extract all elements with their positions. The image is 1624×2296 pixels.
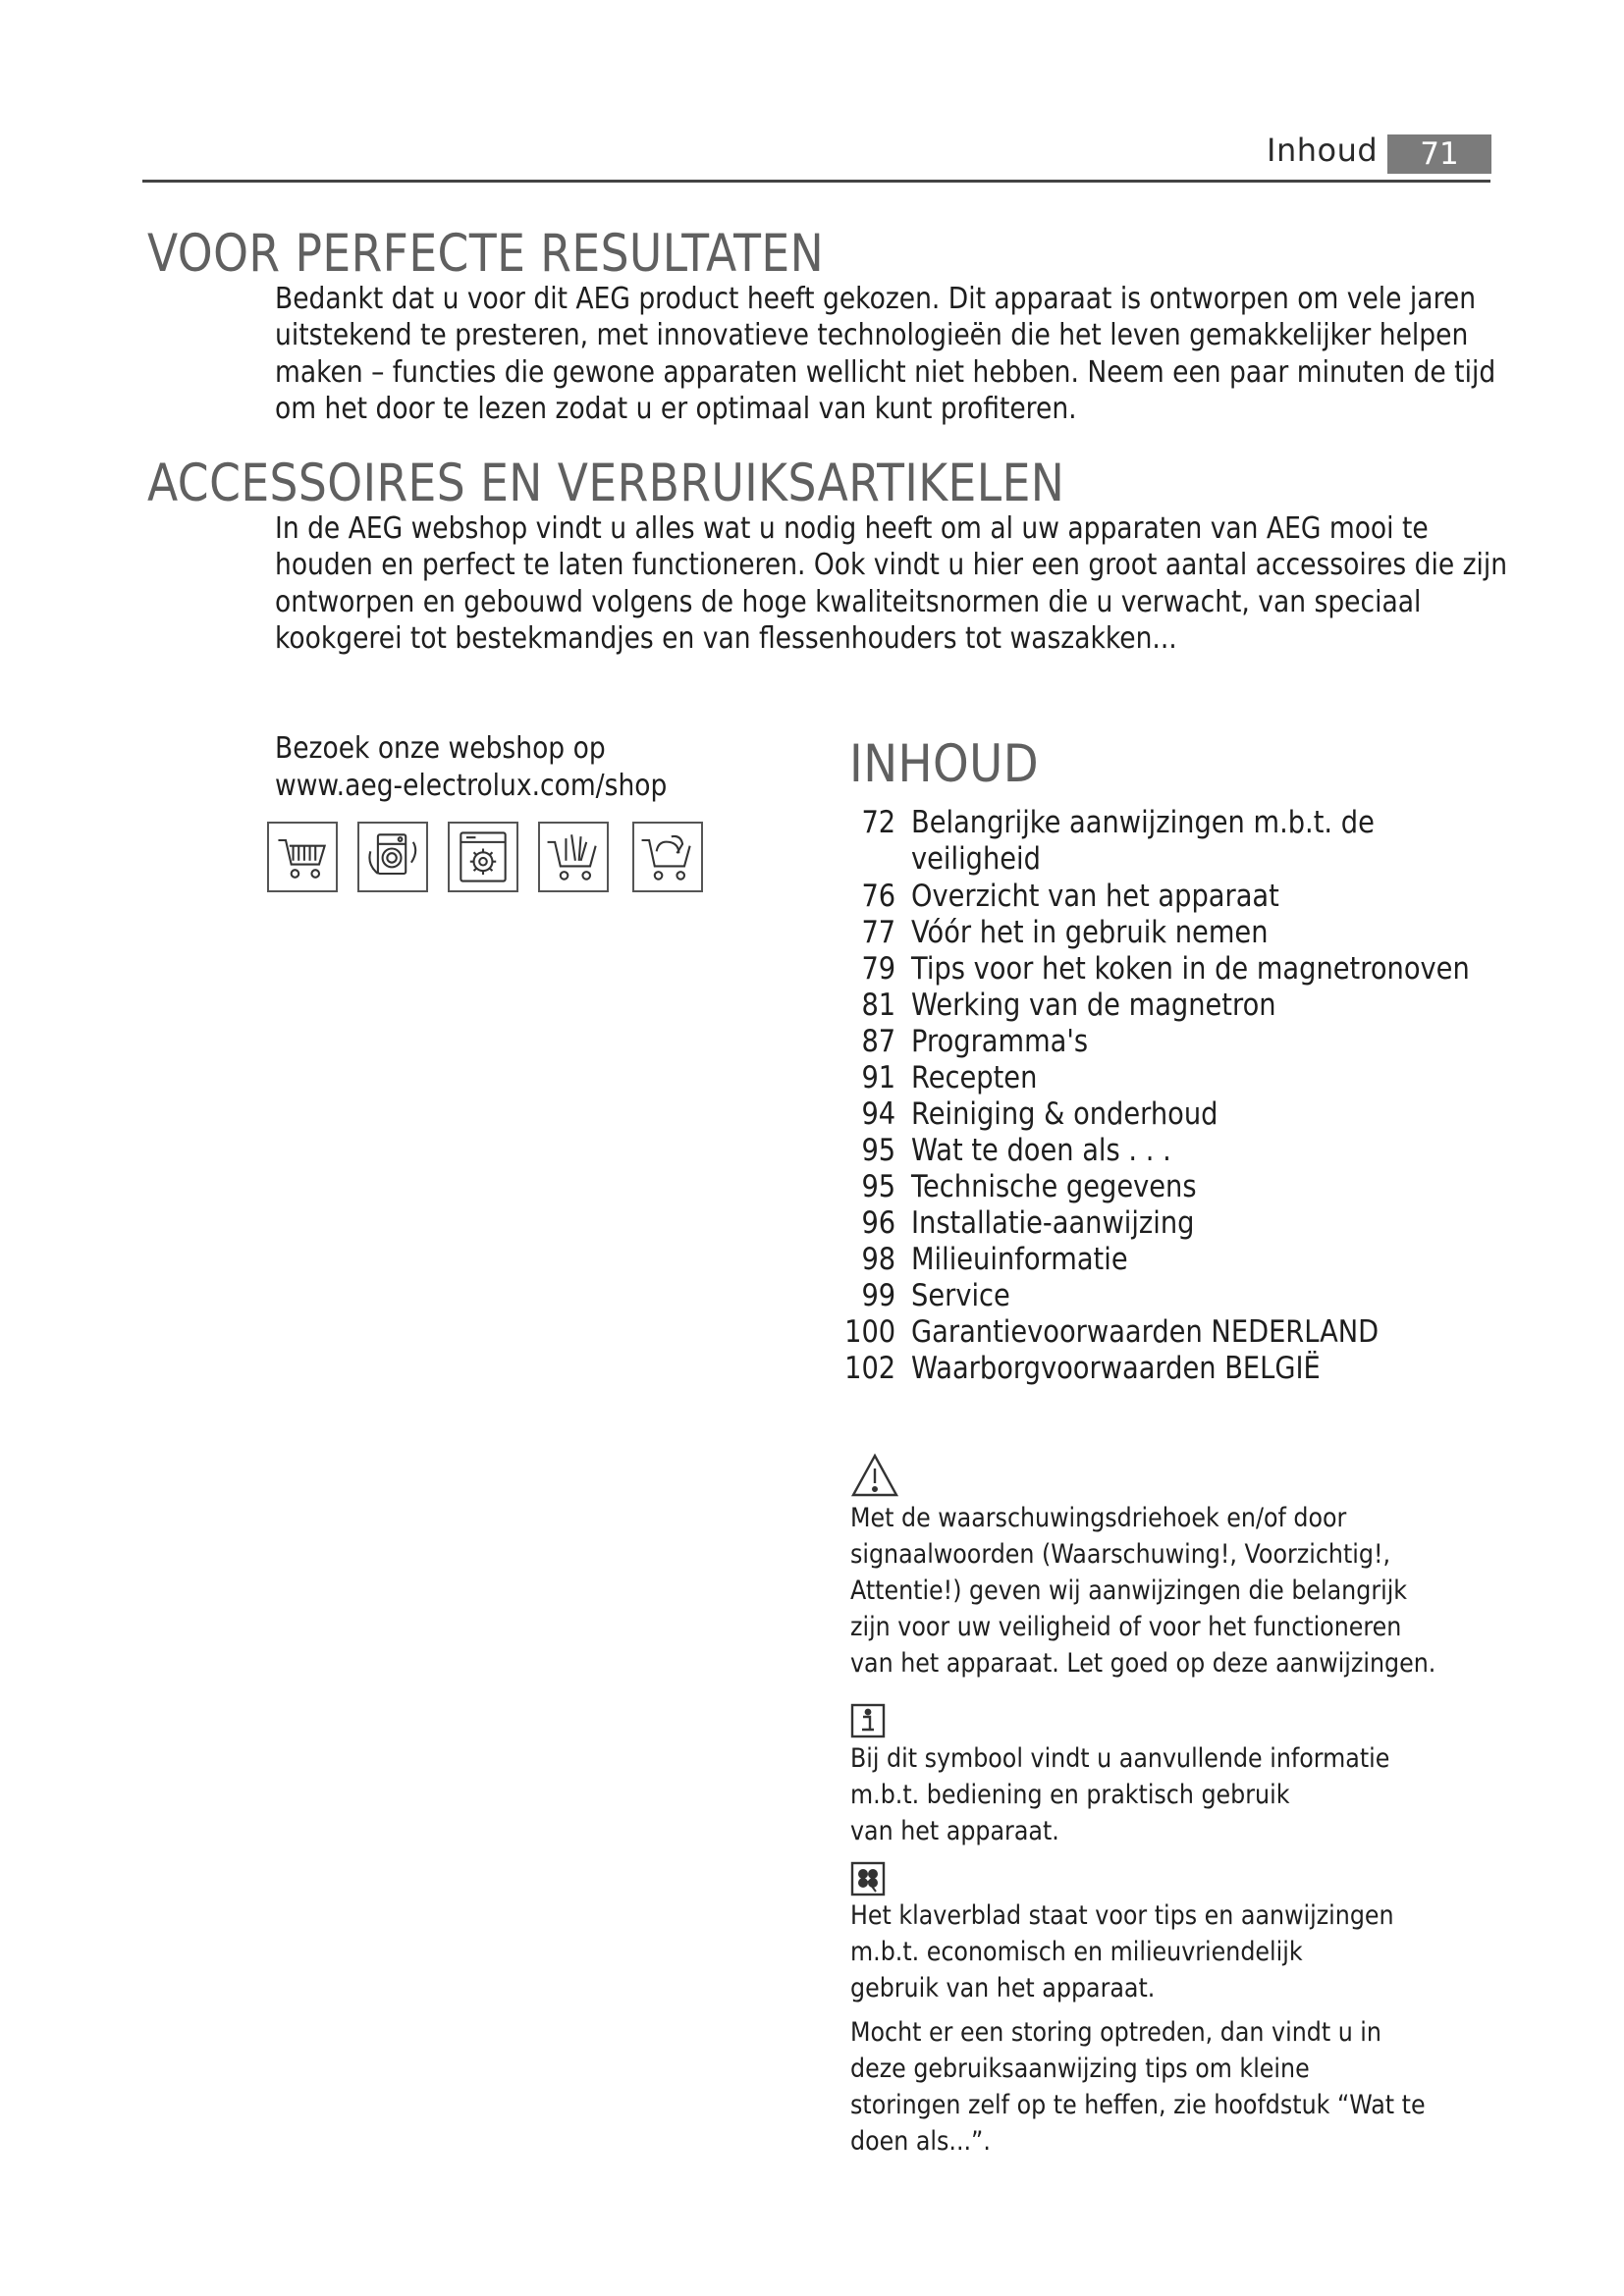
note-line: van het apparaat. Let goed op deze aanwijzingen. xyxy=(850,1648,1436,1679)
toc-page-number: 91 xyxy=(861,1060,896,1095)
note-line: Bij dit symbool vindt u aanvullende informatie xyxy=(850,1743,1390,1774)
note-line: deze gebruiksaanwijzing tips om kleine xyxy=(850,2054,1310,2084)
note-line: van het apparaat. xyxy=(850,1816,1059,1846)
toc-item-title: Overzicht van het apparaat xyxy=(911,879,1279,914)
toc-item-title: Belangrijke aanwijzingen m.b.t. de xyxy=(911,805,1375,840)
toc-item-continuation[interactable] xyxy=(825,841,1430,879)
note-line: m.b.t. economisch en milieuvriendelijk xyxy=(850,1937,1303,1967)
toc-item-title: Technische gegevens xyxy=(911,1169,1197,1204)
toc-item-title: Werking van de magnetron xyxy=(911,988,1276,1023)
toc-item-title: Wat te doen als . . . xyxy=(911,1133,1171,1168)
note-line: m.b.t. bediening en praktisch gebruik xyxy=(850,1780,1290,1810)
note-line: Met de waarschuwingsdriehoek en/of door xyxy=(850,1503,1347,1533)
header-rule xyxy=(142,180,1490,183)
toc-page-number: 100 xyxy=(844,1314,896,1350)
toc-item[interactable] xyxy=(825,805,1430,842)
toc-item-title: Service xyxy=(911,1278,1010,1313)
paragraph-line: ontworpen en gebouwd volgens de hoge kwaliteitsnormen die u verwacht, van speciaal xyxy=(275,585,1422,619)
toc-page-number: 72 xyxy=(861,805,896,840)
toc-item[interactable] xyxy=(825,951,1470,988)
washing-machine-icon xyxy=(357,822,428,892)
toc-page-number: 102 xyxy=(844,1351,896,1386)
toc-item[interactable] xyxy=(825,1278,1430,1315)
toc-item[interactable] xyxy=(825,988,1430,1025)
toc-item[interactable] xyxy=(825,1242,1430,1279)
toc-item[interactable] xyxy=(825,1060,1430,1097)
toc-item[interactable] xyxy=(825,879,1430,916)
note-line: doen als...”. xyxy=(850,2126,991,2157)
header-section-title: Inhoud xyxy=(1267,132,1379,169)
paragraph-line: om het door te lezen zodat u er optimaal van kunt profiteren. xyxy=(275,392,1077,426)
toc-page-number: 99 xyxy=(861,1278,896,1313)
toc-item[interactable] xyxy=(825,915,1430,952)
note-line: Mocht er een storing optreden, dan vindt u in xyxy=(850,2017,1381,2048)
toc-item-title: Milieuinformatie xyxy=(911,1242,1128,1277)
toc-item-title: Vóór het in gebruik nemen xyxy=(911,915,1269,950)
paragraph-line: kookgerei tot bestekmandjes en van flessenhouders tot waszakken... xyxy=(275,621,1177,656)
section-title-accessoires: ACCESSOIRES EN VERBRUIKSARTIKELEN xyxy=(147,454,1065,513)
dishwasher-icon xyxy=(448,822,518,892)
info-icon xyxy=(850,1703,886,1738)
paragraph-line: houden en perfect te laten functioneren. Ook vindt u hier een groot aantal accessoires die zijn xyxy=(275,548,1508,582)
toc-item-title: Waarborgvoorwaarden BELGIË xyxy=(911,1351,1321,1386)
paragraph-line: maken – functies die gewone apparaten wellicht niet hebben. Neem een paar minuten de tijd xyxy=(275,355,1496,390)
toc-page-number: 95 xyxy=(861,1133,896,1168)
toc-item[interactable] xyxy=(825,1133,1430,1170)
toc-item[interactable] xyxy=(825,1169,1430,1206)
toc-item-title: Tips voor het koken in de magnetronoven xyxy=(911,951,1470,987)
section-title-voor-perfecte-resultaten: VOOR PERFECTE RESULTATEN xyxy=(147,224,825,284)
toc-item-title: Reiniging & onderhoud xyxy=(911,1096,1218,1132)
note-line: zijn voor uw veiligheid of voor het functioneren xyxy=(850,1612,1402,1642)
toc-item[interactable] xyxy=(825,1351,1430,1388)
toc-page-number: 87 xyxy=(861,1024,896,1059)
note-line: Het klaverblad staat voor tips en aanwijzingen xyxy=(850,1900,1394,1931)
note-line: signaalwoorden (Waarschuwing!, Voorzichtig!, xyxy=(850,1539,1391,1570)
note-line: gebruik van het apparaat. xyxy=(850,1973,1156,2003)
warning-triangle-icon xyxy=(850,1453,899,1498)
note-line: Attentie!) geven wij aanwijzingen die belangrijk xyxy=(850,1575,1408,1606)
page-number: 71 xyxy=(1387,134,1491,174)
toc-page-number: 94 xyxy=(861,1096,896,1132)
toc-page-number: 81 xyxy=(861,988,896,1023)
cart-utensils-icon xyxy=(538,822,609,892)
toc-item[interactable] xyxy=(825,1024,1430,1061)
toc-page-number: 96 xyxy=(861,1205,896,1241)
toc-item[interactable] xyxy=(825,1096,1430,1134)
toc-page-number: 76 xyxy=(861,879,896,914)
note-line: storingen zelf op te heffen, zie hoofdstuk “Wat te xyxy=(850,2090,1426,2120)
toc-item[interactable] xyxy=(825,1314,1430,1352)
paragraph-line: uitstekend te presteren, met innovatieve technologieën die het leven gemakkelijker helpen xyxy=(275,318,1469,352)
cloverleaf-icon xyxy=(850,1861,886,1896)
toc-title: INHOUD xyxy=(849,734,1040,794)
webshop-intro: Bezoek onze webshop op xyxy=(275,731,606,766)
toc-page-number: 77 xyxy=(861,915,896,950)
toc-item-title: Installatie-aanwijzing xyxy=(911,1205,1195,1241)
paragraph-line: Bedankt dat u voor dit AEG product heeft gekozen. Dit apparaat is ontworpen om vele jaren xyxy=(275,282,1477,316)
shopping-cart-icon xyxy=(267,822,338,892)
toc-page-number: 98 xyxy=(861,1242,896,1277)
toc-item-title: Programma's xyxy=(911,1024,1089,1059)
toc-page-number: 79 xyxy=(861,951,896,987)
toc-item-title: Garantievoorwaarden NEDERLAND xyxy=(911,1314,1380,1350)
cart-cookware-icon xyxy=(632,822,703,892)
toc-item-title: veiligheid xyxy=(911,841,1041,877)
toc-item-title: Recepten xyxy=(911,1060,1038,1095)
toc-item[interactable] xyxy=(825,1205,1430,1243)
webshop-url[interactable]: www.aeg-electrolux.com/shop xyxy=(275,769,668,803)
paragraph-line: In de AEG webshop vindt u alles wat u nodig heeft om al uw apparaten van AEG mooi te xyxy=(275,511,1429,546)
toc-page-number: 95 xyxy=(861,1169,896,1204)
